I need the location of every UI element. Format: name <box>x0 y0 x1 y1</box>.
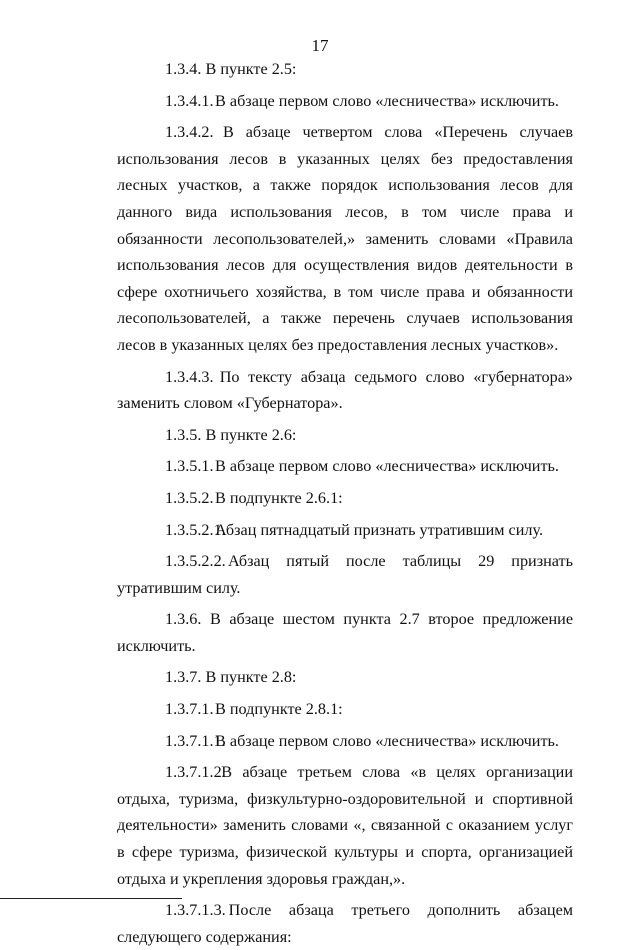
paragraph-1-3-4-1 <box>117 88 573 115</box>
page-number: 17 <box>311 36 329 55</box>
item-number: 1.3.4.1. <box>165 91 214 110</box>
paragraph-1-3-5 <box>117 422 573 449</box>
paragraph-text: В абзаце первом слово «лесничества» исключить. <box>215 457 559 476</box>
paragraph-1-3-7-1-2 <box>117 759 573 892</box>
paragraph-text: В абзаце первом слово «лесничества» исключить. <box>215 731 559 750</box>
item-number: 1.3.7.1.3. <box>165 901 226 920</box>
item-number: 1.3.5.1. <box>165 457 214 476</box>
paragraph-1-3-7-1 <box>117 696 573 723</box>
paragraph-1-3-7-1-1 <box>117 728 573 755</box>
paragraph-text: Абзац пятый после таблицы 29 признать утратившим силу. <box>117 552 573 597</box>
paragraph-text: В абзаце четвертом слова «Перечень случаев использования лесов в указанных целях без предоставления лесных участков, а также порядок использования лесов для данного вида использования лесов, в том числе права и обязанности лесопользователей,» заменить словами «Правила использования лесов для осуществления видов деятельности в сфере охотничьего хозяйства, в том числе права и обязанности лесопользователей, а также перечень случаев использования лесов в указанных целях без предоставления лесных участков». <box>117 123 574 354</box>
paragraph-text: После абзаца третьего дополнить абзацем следующего содержания: <box>117 901 574 946</box>
paragraph-1-3-5-2 <box>117 485 573 512</box>
item-number: 1.3.4.2. <box>165 123 214 142</box>
paragraph-text: По тексту абзаца седьмого слово «губернатора» заменить словом «Губернатора». <box>117 367 573 413</box>
paragraph-1-3-5-2-2 <box>117 548 573 601</box>
paragraph-text: В пункте 2.5: <box>205 60 297 78</box>
item-number: 1.3.4.3. <box>165 367 214 386</box>
paragraph-1-3-4 <box>117 56 573 83</box>
paragraph-text: В пункте 2.8: <box>205 668 297 687</box>
item-number: 1.3.5.2.1. <box>165 520 226 539</box>
item-number: 1.3.5.2.2. <box>165 552 226 571</box>
paragraph-text: В абзаце шестом пункта 2.7 второе предложение исключить. <box>117 610 574 655</box>
item-number: 1.3.7. <box>165 668 202 687</box>
footer-divider <box>0 898 182 899</box>
paragraph-text: В пункте 2.6: <box>205 425 297 444</box>
paragraph-1-3-4-2 <box>117 119 573 358</box>
paragraph-text: В абзаце первом слово «лесничества» исключить. <box>215 91 559 110</box>
item-number: 1.3.7.1.2. <box>165 763 226 782</box>
item-number: 1.3.4. <box>165 60 202 78</box>
paragraph-1-3-7 <box>117 664 573 691</box>
item-number: 1.3.7.1. <box>165 700 214 719</box>
paragraph-text: В абзаце третьем слова «в целях организации отдыха, туризма, физкультурно-оздоровительной и спортивной деятельности» заменить словами «, связанной с оказанием услуг в сфере туризма, физической культуры и спорта, организацией отдыха и укрепления здоровья граждан,». <box>117 763 573 888</box>
item-number: 1.3.6. <box>165 610 202 629</box>
paragraph-text: Абзац пятнадцатый признать утратившим силу. <box>215 520 544 539</box>
item-number: 1.3.7.1.1. <box>165 731 226 750</box>
item-number: 1.3.5. <box>165 425 202 444</box>
item-number: 1.3.5.2. <box>165 488 214 507</box>
paragraph-text: В подпункте 2.6.1: <box>215 488 343 507</box>
document-body <box>117 56 573 950</box>
paragraph-1-3-6 <box>117 606 573 659</box>
paragraph-text: В подпункте 2.8.1: <box>215 700 343 719</box>
paragraph-1-3-4-3 <box>117 364 573 417</box>
paragraph-1-3-5-2-1 <box>117 517 573 544</box>
paragraph-1-3-5-1 <box>117 453 573 480</box>
paragraph-1-3-7-1-3 <box>117 897 573 950</box>
